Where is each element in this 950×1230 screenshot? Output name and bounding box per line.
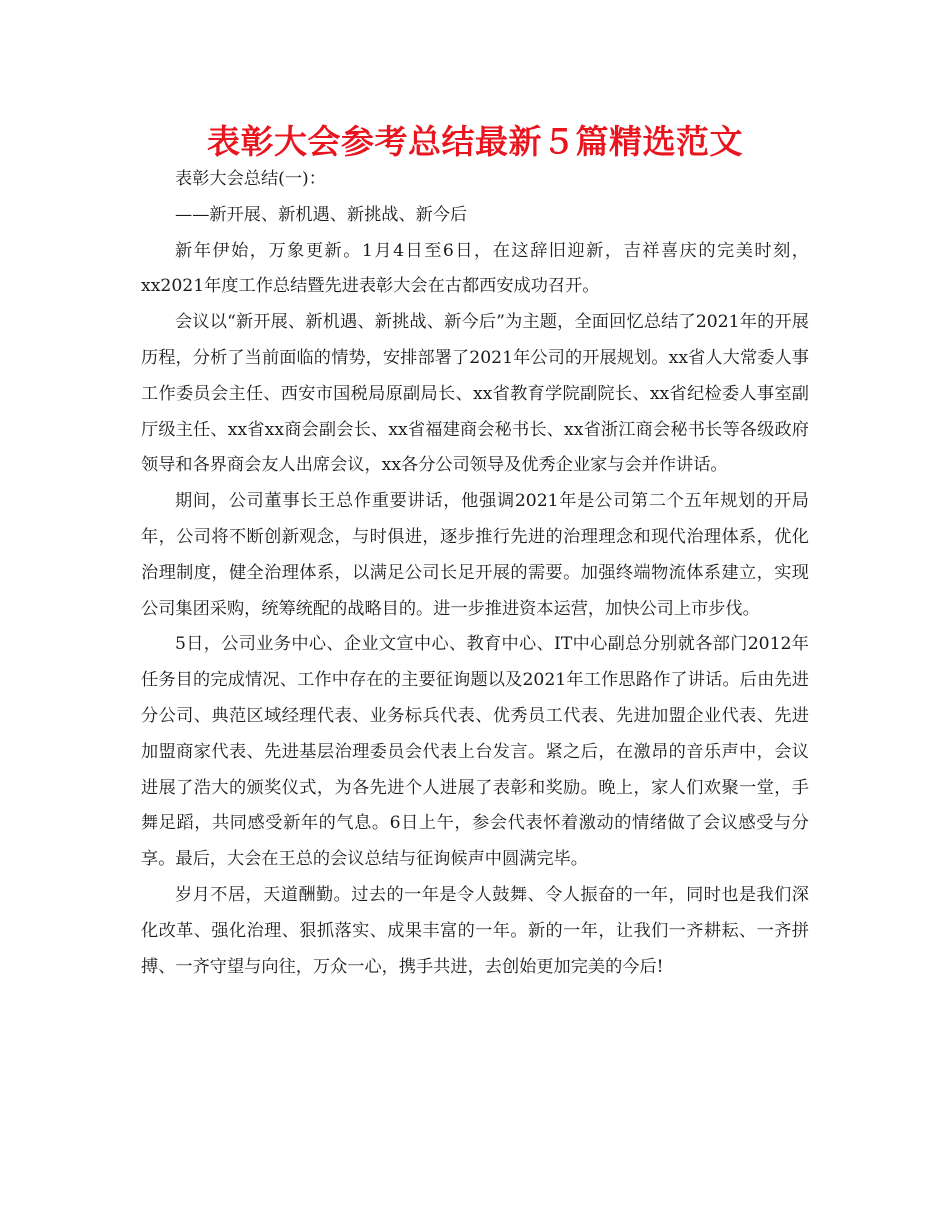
section-heading: 表彰大会总结(一)： bbox=[175, 169, 326, 189]
document-title: 表彰大会参考总结最新５篇精选范文 bbox=[207, 122, 743, 161]
paragraph: 会议以“新开展、新机遇、新挑战、新今后”为主题，全面回忆总结了2021年的开展历程，分析了当前面临的情势，安排部署了2021年公司的开展规划。xx省人大常委人事工作委员会主任、西安市国税局原副局长、xx省教育学院副院长、xx省纪检委人事室副厅级主任、xx省xx商会副会长、xx省福建商会秘书长、xx省浙江商会秘书长等各级政府领导和各界商会友人出席会议，xx各分公司领导及优秀企业家与会并作讲话。 bbox=[141, 312, 809, 476]
paragraph: 期间，公司董事长王总作重要讲话，他强调2021年是公司第二个五年规划的开局年，公司将不断创新观念，与时俱进，逐步推行先进的治理理念和现代治理体系，优化治理制度，健全治理体系，以满足公司长足开展的需要。加强终端物流体系建立，实现公司集团采购，统筹统配的战略目的。进一步推进资本运营，加快公司上市步伐。 bbox=[141, 491, 809, 619]
paragraph: 5日，公司业务中心、企业文宣中心、教育中心、IT中心副总分别就各部门2012年任务目的完成情况、工作中存在的主要征询题以及2021年工作思路作了讲话。后由先进分公司、典范区域经理代表、业务标兵代表、优秀员工代表、先进加盟企业代表、先进加盟商家代表、先进基层治理委员会代表上台发言。紧之后，在激昂的音乐声中，会议进展了浩大的颁奖仪式，为各先进个人进展了表彰和奖励。晚上，家人们欢聚一堂，手舞足蹈，共同感受新年的气息。6日上午，参会代表怀着激动的情绪做了会议感受与分享。最后，大会在王总的会议总结与征询候声中圆满完毕。 bbox=[141, 634, 809, 870]
document-body bbox=[141, 162, 809, 985]
paragraph: 新年伊始，万象更新。1月4日至6日，在这辞旧迎新，吉祥喜庆的完美时刻，xx2021年度工作总结暨先进表彰大会在古都西安成功召开。 bbox=[141, 240, 809, 297]
section-subtitle: ——新开展、新机遇、新挑战、新今后 bbox=[175, 204, 468, 225]
paragraph: 岁月不居，天道酬勤。过去的一年是令人鼓舞、令人振奋的一年，同时也是我们深化改革、强化治理、狠抓落实、成果丰富的一年。新的一年，让我们一齐耕耘、一齐拼搏、一齐守望与向往，万众一心，携手共进，去创始更加完美的今后! bbox=[141, 884, 809, 977]
